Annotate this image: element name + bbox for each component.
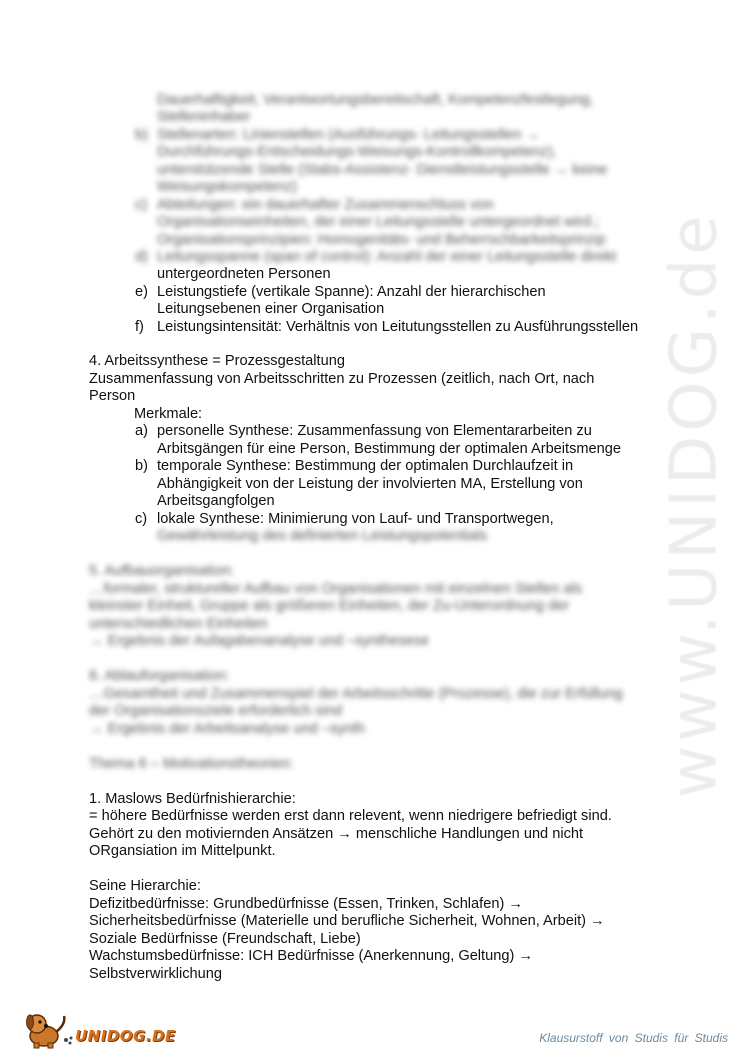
list-item: Stelleninhaber [157, 109, 251, 125]
section6-heading: 6. Ablauforganisation: [89, 668, 230, 684]
section5-text: → Ergebnis der Aufagabenanalyse und –synthesese [89, 633, 429, 649]
list-item: Leitungsebenen einer Organisation [157, 301, 385, 317]
list-item: Dauerhaftigkeit, Verantwortungsbereitschaft, Kompetenzfestlegung, [157, 92, 594, 108]
maslow-heading: 1. Maslows Bedürfnishierarchie: [89, 791, 296, 807]
maslow-text: = höhere Bedürfnisse werden erst dann relevent, wenn niedrigere befriedigt sind. [89, 808, 612, 824]
section4-intro-cont: Person [89, 388, 136, 404]
list-item: Arbitsgängen für eine Person, Bestimmung der optimalen Arbeitsmenge [157, 441, 622, 457]
list-item: a) personelle Synthese: Zusammenfassung von Elementararbeiten zu [135, 423, 592, 439]
section5-heading: 5. Aufbauorganisation: [89, 563, 235, 579]
hierarchy-line: Defizitbedürfnisse: Grundbedürfnisse (Essen, Trinken, Schlafen) → [89, 896, 523, 912]
list-item: Organisationsprinzipien: Homogenitäts- und Beherrschbarkeitsprinzip [157, 232, 606, 248]
list-item: Durchführungs-Entscheidungs-Weisungs-Kontrollkompetenz), [157, 144, 557, 160]
merkmale-label: Merkmale: [134, 406, 203, 422]
section5-text: kleinster Einheit, Gruppe als größeren Einheiten, der Zu-Unterordnung der [89, 598, 570, 614]
dog-icon [20, 1010, 76, 1050]
list-item: untergeordneten Personen [157, 266, 331, 282]
section6-text: der Organisationsziele erforderlich sind [89, 703, 343, 719]
section6-text: → Ergebnis der Arbeitsanalyse und –synth [89, 721, 365, 737]
section5-text: …formaler, struktureller Aufbau von Organisationen mit einzelnen Stellen als [89, 581, 583, 597]
section5-text: unterschiedlichen Einheiten [89, 616, 268, 632]
list-item: c) lokale Synthese: Minimierung von Lauf- und Transportwegen, [135, 511, 554, 527]
section4-intro: Zusammenfassung von Arbeitsschritten zu Prozessen (zeitlich, nach Ort, nach [89, 371, 595, 387]
watermark-text: www.UNIDOG.de [657, 211, 732, 799]
list-item: e) Leistungstiefe (vertikale Spanne): Anzahl der hierarchischen [135, 284, 546, 300]
maslow-text: ORgansiation im Mittelpunkt. [89, 843, 276, 859]
blurred-text: Gewährleistung des definierten Leistungspotentials [157, 528, 488, 544]
list-item: c) Abteilungen: ein dauerhafter Zusammenschluss von [135, 197, 494, 213]
theme-heading: Thema 6 – Motivationstheorien: [89, 756, 294, 772]
hierarchy-line: Soziale Bedürfnisse (Freundschaft, Liebe) [89, 931, 361, 947]
list-item: b) Stellenarten: Linienstellen (Ausführungs- Leitungsstellen → [135, 127, 540, 143]
hierarchy-line: Sicherheitsbedürfnisse (Materielle und berufliche Sicherheit, Wohnen, Arbeit) → [89, 913, 605, 929]
list-item: Weisungskompetenz) [157, 179, 298, 195]
list-item: Abhängigkeit von der Leistung der involvierten MA, Erstellung von [157, 476, 583, 492]
hierarchy-line: Selbstverwirklichung [89, 966, 223, 982]
list-item: Organisationseinheiten, der einer Leitungsstelle untergeordnet wird.; [157, 214, 600, 230]
hierarchy-heading: Seine Hierarchie: [89, 878, 201, 894]
list-item: Arbeitsgangfolgen [157, 493, 275, 509]
list-item: b) temporale Synthese: Bestimmung der optimalen Durchlaufzeit in [135, 458, 574, 474]
hierarchy-line: Wachstumsbedürfnisse: ICH Bedürfnisse (Anerkennung, Geltung) → [89, 948, 533, 964]
section6-text: …Gesamtheit und Zusammenspiel der Arbeitsschritte (Prozesse), die zur Erfüllung [89, 686, 623, 702]
section4-heading: 4. Arbeitssynthese = Prozessgestaltung [89, 353, 345, 369]
footer-tagline: Klausurstoff von Studis für Studis [539, 1031, 728, 1045]
list-item: f) Leistungsintensität: Verhältnis von Leitutungsstellen zu Ausführungsstellen [135, 319, 639, 335]
unidog-logo [20, 1010, 176, 1050]
logo-text: UNIDOG.DE [75, 1027, 176, 1045]
list-item: d) Leitungsspanne (span of control): Anzahl der einer Leitungsstelle direkt [135, 249, 617, 265]
list-item: unterstützende Stelle (Stabs-Assistenz- Dienstleistungsstelle → keine [157, 162, 608, 178]
maslow-text: Gehört zu den motiviernden Ansätzen → menschliche Handlungen und nicht [89, 826, 584, 842]
